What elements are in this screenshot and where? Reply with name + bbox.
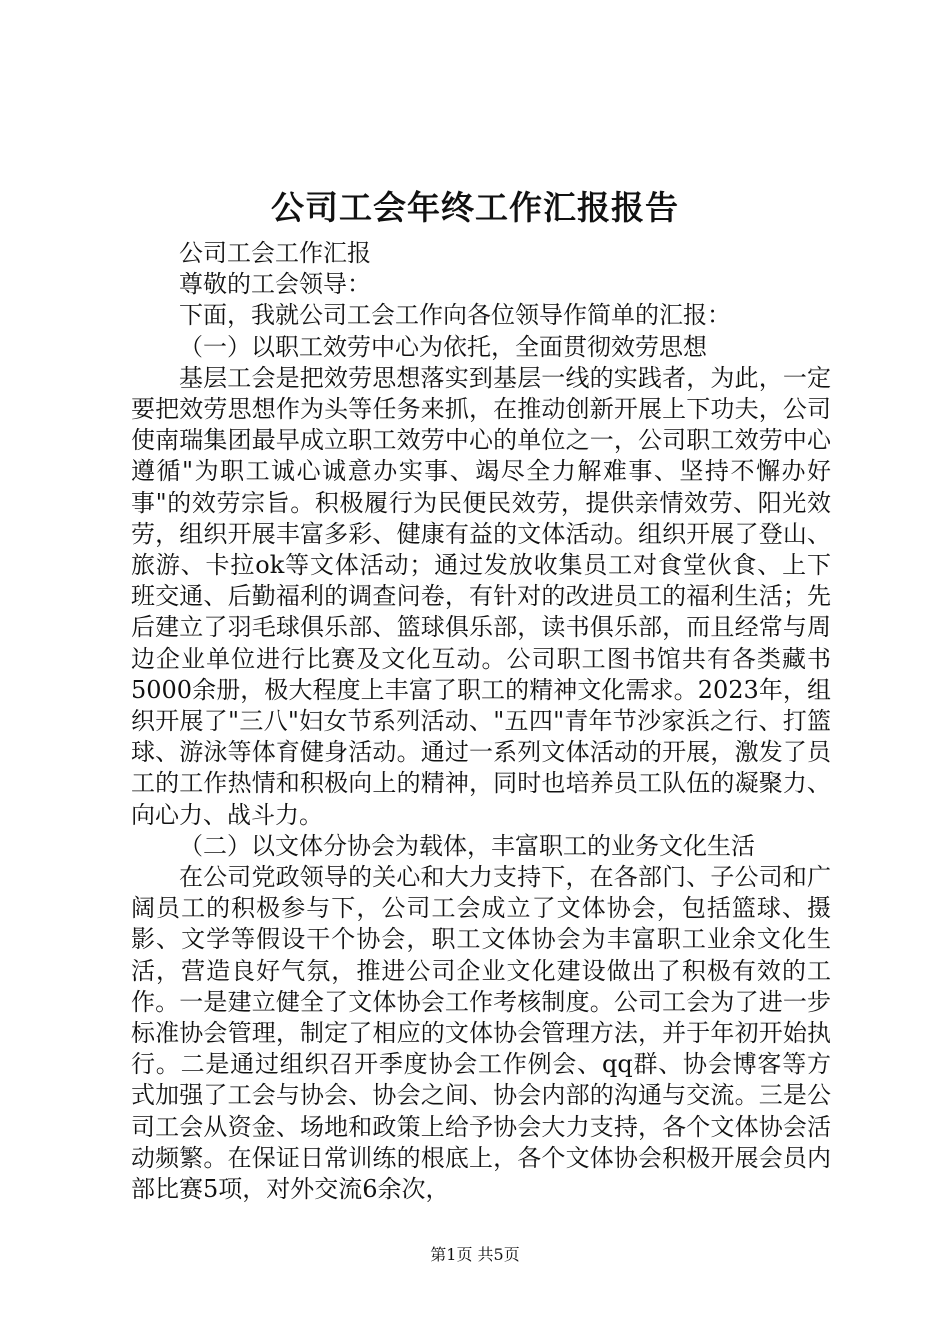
- document-body: [131, 238, 831, 1205]
- paragraph-heading-line: 公司工会工作汇报: [179, 239, 371, 267]
- paragraph-intro: 下面，我就公司工会工作向各位领导作简单的汇报：: [179, 301, 731, 330]
- section-heading-2: （二）以文体分协会为载体，丰富职工的业务文化生活: [179, 831, 755, 860]
- paragraph-section-2: 在公司党政领导的关心和大力支持下，在各部门、子公司和广阔员工的积极参与下，公司工会成立了文体协会，包括篮球、摄影、文学等假设干个协会，职工文体协会为丰富职工业余文化生活，营造良好气氛，推进公司企业文化建设做出了积极有效的工作。一是建立健全了文体协会工作考核制度。公司工会为了进一步标准协会管理，制定了相应的文体协会管理方法，并于年初开始执行。二是通过组织召开季度协会工作例会、qq群、协会博客等方式加强了工会与协会、协会之间、协会内部的沟通与交流。三是公司工会从资金、场地和政策上给予协会大力支持，各个文体协会活动频繁。在保证日常训练的根底上，各个文体协会积极开展会员内部比赛5项，对外交流6余次，: [131, 863, 831, 1204]
- paragraph-section-1: 基层工会是把效劳思想落实到基层一线的实践者，为此，一定要把效劳思想作为头等任务来抓，在推动创新开展上下功夫，公司使南瑞集团最早成立职工效劳中心的单位之一，公司职工效劳中心遵循"为职工诚心诚意办实事、竭尽全力解难事、坚持不懈办好事"的效劳宗旨。积极履行为民便民效劳，提供亲情效劳、阳光效劳，组织开展丰富多彩、健康有益的文体活动。组织开展了登山、旅游、卡拉ok等文体活动；通过发放收集员工对食堂伙食、上下班交通、后勤福利的调查问卷，有针对的改进员工的福利生活；先后建立了羽毛球俱乐部、篮球俱乐部，读书俱乐部，而且经常与周边企业单位进行比赛及文化互动。公司职工图书馆共有各类藏书5000余册，极大程度上丰富了职工的精神文化需求。2023年，组织开展了"三八"妇女节系列活动、"五四"青年节沙家浜之行、打篮球、游泳等体育健身活动。通过一系列文体活动的开展，激发了员工的工作热情和积极向上的精神，同时也培养员工队伍的凝聚力、向心力、战斗力。: [131, 363, 831, 829]
- page-footer: 第1页 共5页: [430, 1245, 520, 1264]
- paragraph-salutation: 尊敬的工会领导：: [179, 270, 371, 299]
- section-heading-1: （一）以职工效劳中心为依托，全面贯彻效劳思想: [179, 332, 707, 361]
- document-title: 公司工会年终工作汇报报告: [271, 188, 679, 227]
